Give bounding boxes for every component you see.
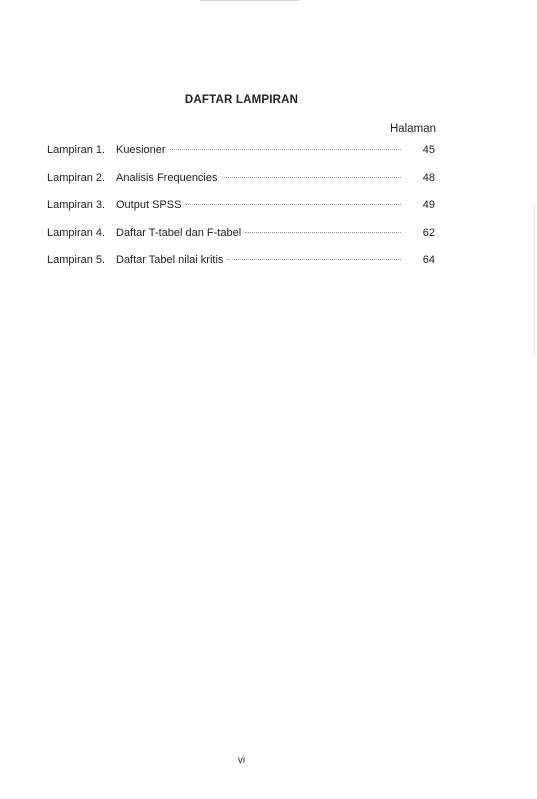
scan-artifact-right xyxy=(534,205,535,355)
toc-entry-title: Output SPSS xyxy=(116,199,182,211)
toc-dot-leader xyxy=(245,232,401,233)
page-number: vi xyxy=(237,755,246,766)
toc-entry xyxy=(47,144,435,172)
toc-entry xyxy=(47,172,435,200)
scan-artifact-top xyxy=(200,0,300,1)
toc-entry-page: 64 xyxy=(422,254,435,266)
toc-entry-label: Lampiran 1. xyxy=(47,144,106,156)
toc-entry-label: Lampiran 4. xyxy=(47,226,106,239)
toc-entry xyxy=(47,227,435,255)
toc-entry-title: Analisis Frequencies xyxy=(116,171,218,184)
toc-dot-leader xyxy=(222,177,402,178)
toc-entry-label: Lampiran 2. xyxy=(47,171,106,184)
toc-entry xyxy=(47,199,435,227)
toc-entry-title: Daftar Tabel nilai kritis xyxy=(116,254,224,266)
toc-entry-page: 49 xyxy=(422,199,435,211)
page-column-header: Halaman xyxy=(389,123,436,135)
toc-entry-label: Lampiran 5. xyxy=(47,254,106,266)
toc-entry-title: Kuesioner xyxy=(116,144,166,156)
toc-dot-leader xyxy=(227,259,401,260)
toc-entry-page: 45 xyxy=(422,144,435,156)
toc-entry-page: 48 xyxy=(422,171,435,184)
toc-entry-page: 62 xyxy=(422,226,435,239)
toc-dot-leader xyxy=(170,149,401,150)
page-title: DAFTAR LAMPIRAN xyxy=(184,94,299,106)
toc-dot-leader xyxy=(185,204,401,205)
toc-entry-label: Lampiran 3. xyxy=(47,199,106,211)
toc-entry xyxy=(47,254,435,282)
toc-entry-title: Daftar T-tabel dan F-tabel xyxy=(116,226,242,239)
table-of-appendices xyxy=(47,144,435,282)
